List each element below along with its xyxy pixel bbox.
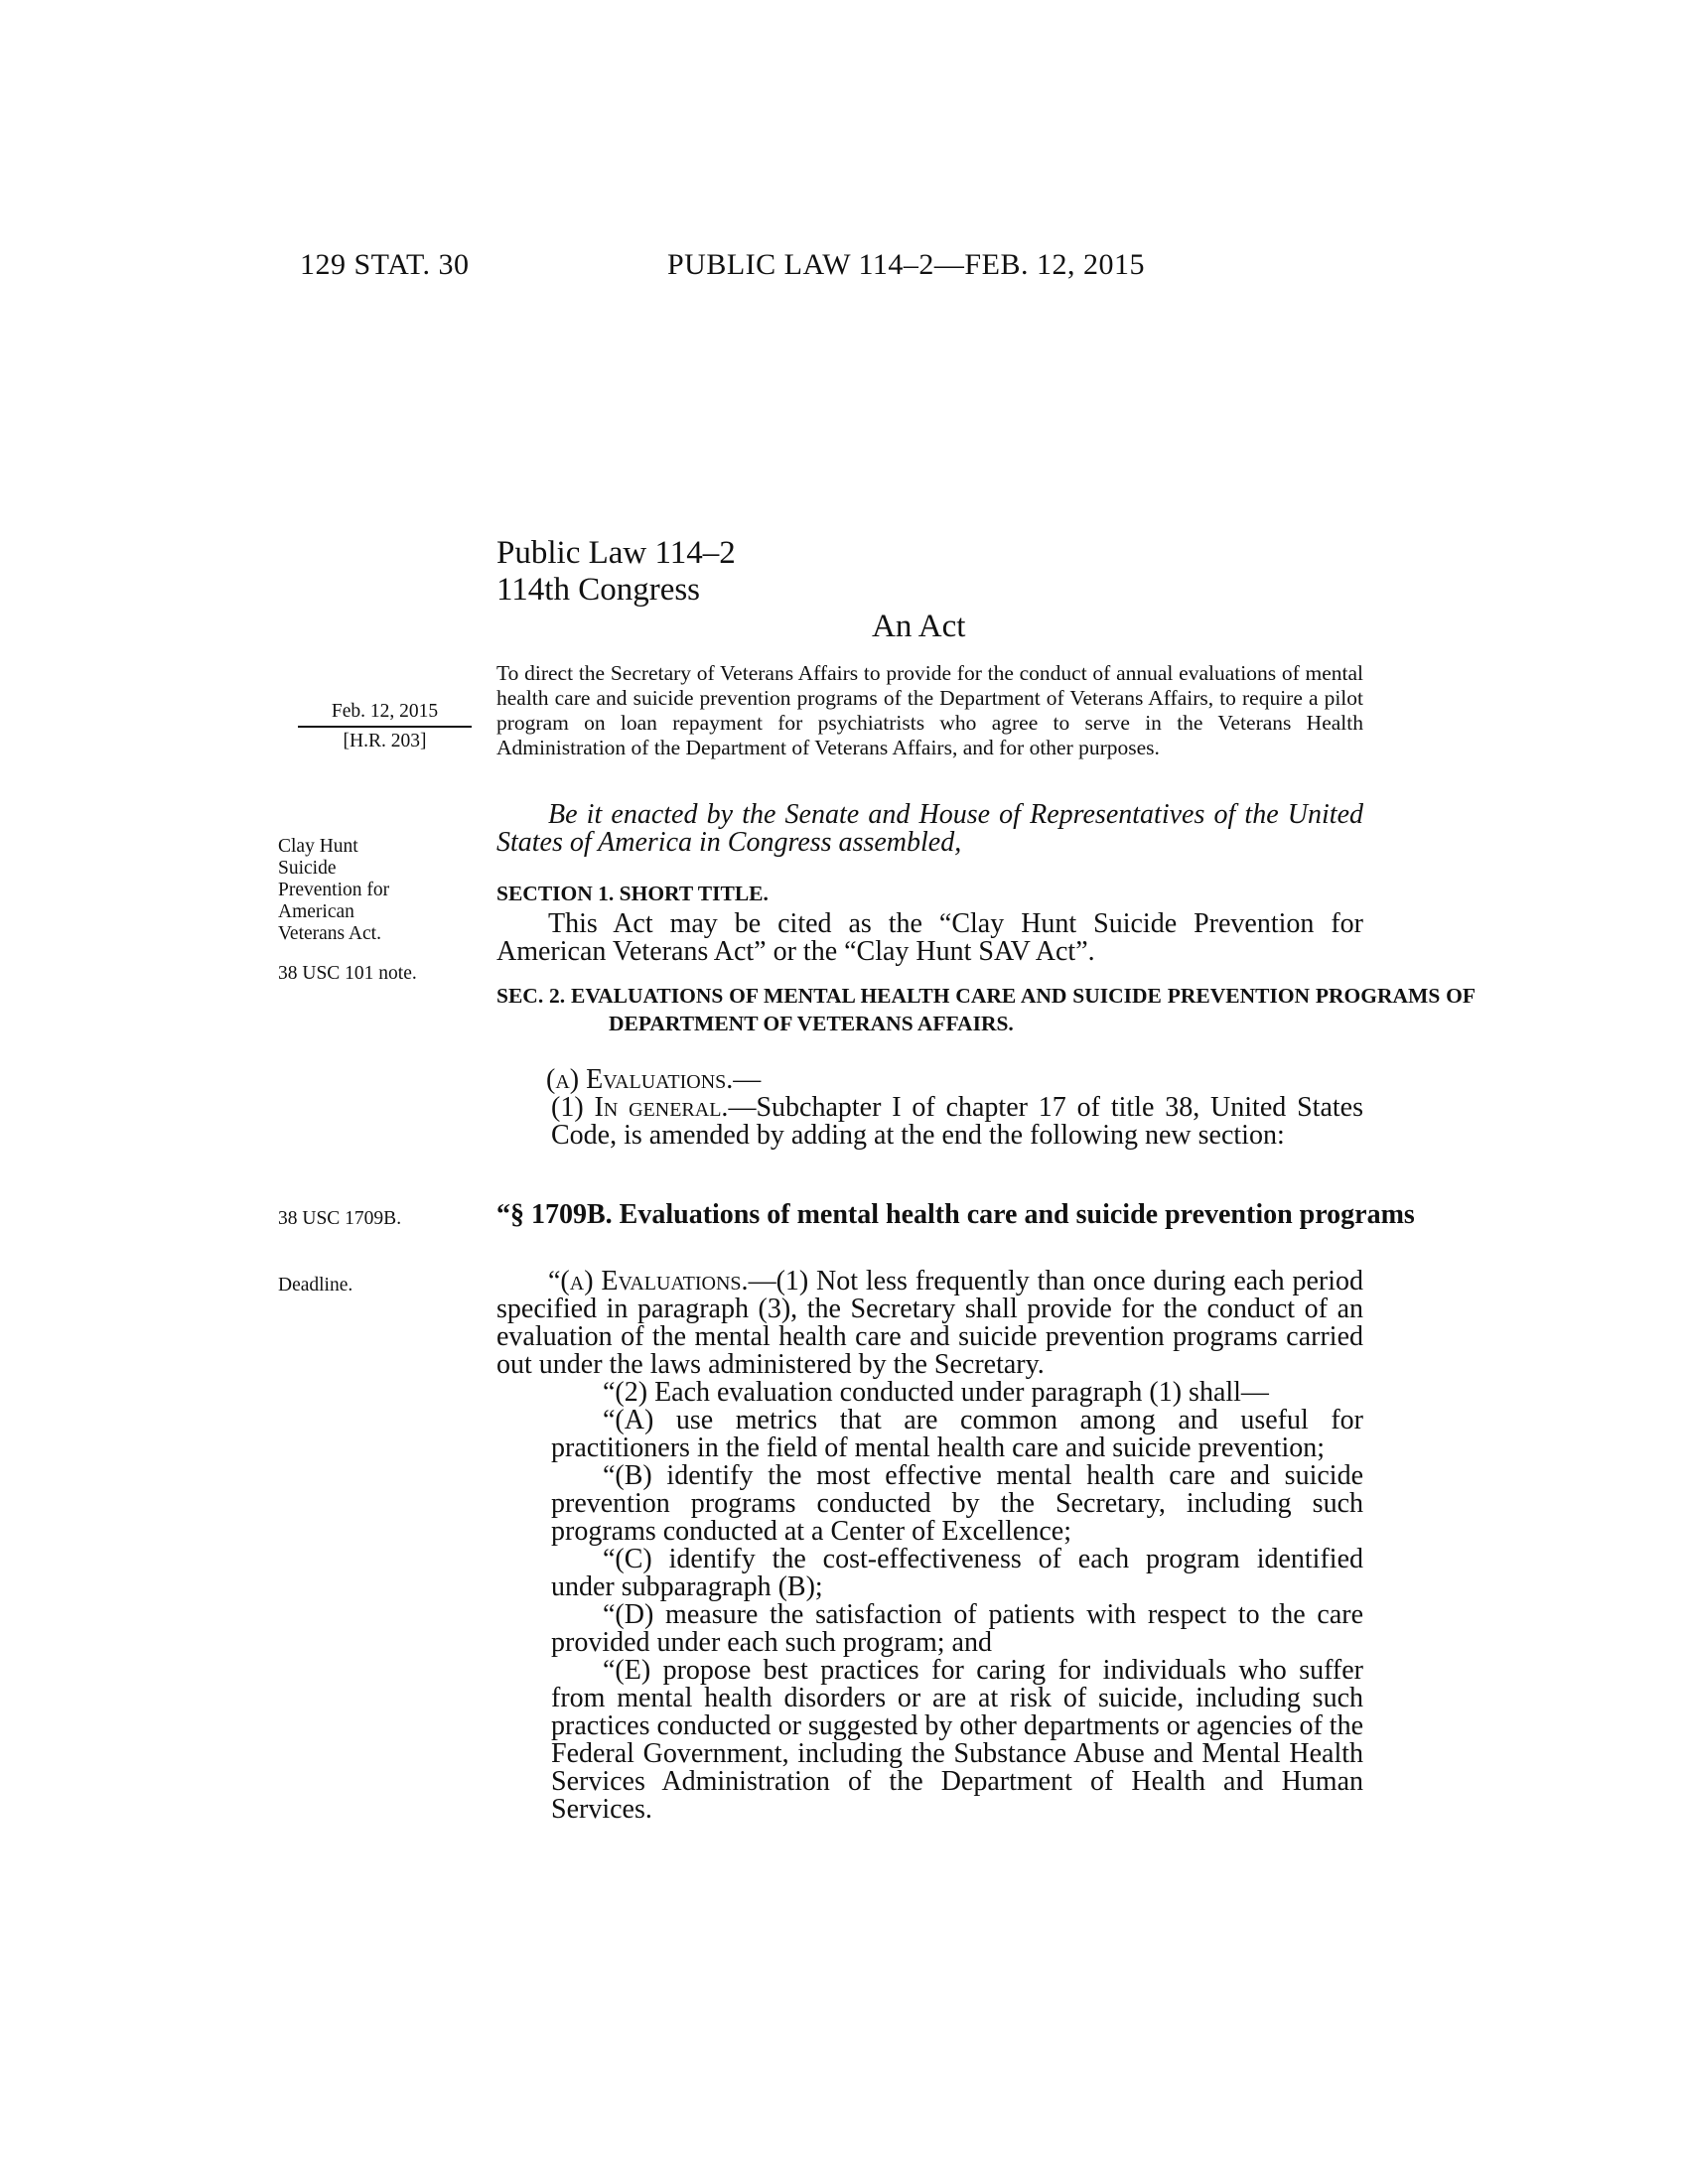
subsection-a-label: “(a) Evaluations. — [548, 1266, 749, 1297]
sidenote-usc-1709b: 38 USC 1709B. — [278, 1208, 402, 1229]
subsection-a — [496, 1268, 1363, 1379]
sidenote-line: Prevention for — [278, 880, 390, 900]
running-header-title: PUBLIC LAW 114–2—FEB. 12, 2015 — [667, 248, 1145, 281]
sidenote-short-title — [278, 836, 487, 945]
paragraph-a1 — [496, 1094, 1363, 1150]
subsection-a-text: —(1) Not less frequently than once during each period specified in paragraph (3), the Secretary shall provide for the conduct of an evaluation of the mental health care and suicide prevention programs carried out under the laws administered by the Secretary. — [496, 1266, 1363, 1380]
subparagraph-b: “(B) identify the most effective mental health care and suicide prevention programs conducted by the Secretary, including such programs conducted at a Center of Excellence; — [551, 1460, 1363, 1547]
act-purpose: To direct the Secretary of Veterans Affairs to provide for the conduct of annual evaluations of mental health care and suicide prevention programs of the Department of Veterans Affairs, to require a pilot program on loan repayment for psychiatrists who agree to serve in the Veterans Health Administration of the Department of Veterans Affairs, and for other purposes. — [496, 661, 1363, 759]
law-number: Public Law 114–2 — [496, 535, 736, 571]
congress-label: 114th Congress — [496, 572, 701, 608]
subparagraph-e: “(E) propose best practices for caring for individuals who suffer from mental health disorders or are at risk of suicide, including such practices conducted or suggested by other departments or agencies of the Federal Government, including the Substance Abuse and Mental Health Services Administration of the Department of Health and Human Services. — [551, 1655, 1363, 1825]
paragraph-a1-text: —Subchapter I of chapter 17 of title 38, United States Code, is amended by adding at the end the following new section: — [551, 1092, 1363, 1151]
section-1709b-body — [496, 1268, 1363, 1824]
paragraph-2: “(2) Each evaluation conducted under paragraph (1) shall— — [603, 1377, 1269, 1408]
page-number-header: 129 STAT. 30 — [300, 248, 470, 281]
sidenote-deadline: Deadline. — [278, 1275, 353, 1296]
sidenote-date: Feb. 12, 2015 — [331, 701, 439, 722]
sidenote-line: American — [278, 901, 354, 922]
enacting-clause: Be it enacted by the Senate and House of Representatives of the United States of America in Congress assembled, — [496, 799, 1363, 858]
sidenote-line: Suicide — [278, 858, 337, 879]
sidenote-line: Veterans Act. — [278, 923, 381, 944]
subsection-a-heading: (a) Evaluations.— — [546, 1064, 762, 1095]
paragraph-a1-label: (1) In general. — [551, 1092, 729, 1123]
section-2-heading: SEC. 2. EVALUATIONS OF MENTAL HEALTH CARE AND SUICIDE PREVENTION PROGRAMS OF DEPARTMENT OF VETERANS AFFAIRS. — [496, 984, 1476, 1035]
sidenote-line: Clay Hunt — [278, 836, 358, 857]
section-1709b-heading: “§ 1709B. Evaluations of mental health care and suicide prevention programs — [496, 1199, 1415, 1230]
subparagraph-d: “(D) measure the satisfaction of patients with respect to the care provided under each such program; and — [551, 1599, 1363, 1658]
sidenote-divider — [298, 726, 472, 728]
sidenote-usc-101: 38 USC 101 note. — [278, 963, 417, 984]
subparagraph-a: “(A) use metrics that are common among and useful for practitioners in the field of mental health care and suicide prevention; — [551, 1405, 1363, 1463]
section-1-heading: SECTION 1. SHORT TITLE. — [496, 882, 769, 905]
section-1-text: This Act may be cited as the “Clay Hunt Suicide Prevention for American Veterans Act” or the “Clay Hunt SAV Act”. — [496, 908, 1363, 967]
subparagraph-c: “(C) identify the cost-effectiveness of each program identified under subparagraph (B); — [551, 1544, 1363, 1602]
sidenote-bill-number: [H.R. 203] — [343, 731, 427, 751]
act-heading: An Act — [872, 609, 966, 644]
